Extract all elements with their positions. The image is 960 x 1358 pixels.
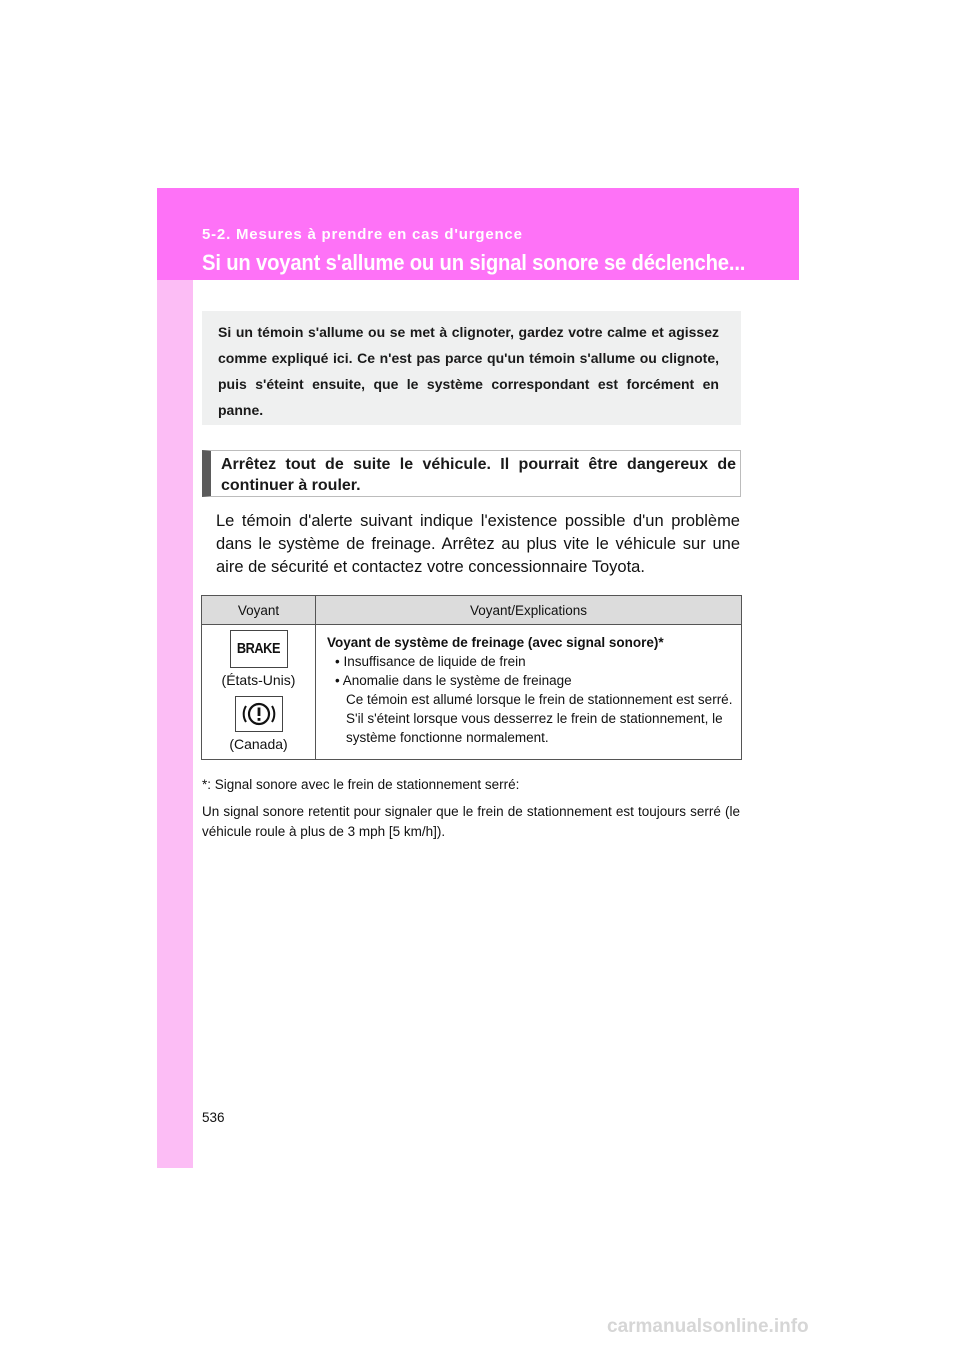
bullet-anomaly: • Anomalie dans le système de freinage xyxy=(335,673,572,688)
watermark: carmanualsonline.info xyxy=(607,1316,809,1337)
indicator-title: Voyant de système de freinage (avec signal sonore)* xyxy=(327,635,664,650)
table-header-voyant: Voyant xyxy=(202,596,316,625)
brake-text-icon xyxy=(230,630,288,668)
body-paragraph: Le témoin d'alerte suivant indique l'existence possible d'un problème dans le système de freinage. Arrêtez au plus vite le véhicule sur une aire de sécurité et contactez votre concessionnaire Toyota. xyxy=(216,512,740,576)
table-header-row xyxy=(202,596,742,625)
region-label-us: (États-Unis) xyxy=(221,672,296,688)
bullet-fluid: • Insuffisance de liquide de frein xyxy=(335,654,526,669)
warning-text: Arrêtez tout de suite le véhicule. Il pourrait être dangereux de continuer à rouler. xyxy=(221,456,736,494)
brake-icon-text: BRAKE xyxy=(236,640,281,657)
table-row xyxy=(202,625,742,760)
intro-box xyxy=(202,311,741,425)
indicator-table xyxy=(201,595,742,760)
page-number: 536 xyxy=(202,1110,225,1125)
indicator-icons-cell xyxy=(202,625,316,760)
footnote-paragraph: Un signal sonore retentit pour signaler que le frein de stationnement est toujours serré (le véhicule roule à plus de 3 mph [5 km/h]). xyxy=(202,804,740,839)
indicator-detail: Ce témoin est allumé lorsque le frein de stationnement est serré. S'il s'éteint lorsque vous desserrez le frein de stationnement, le système fonctionne normalement. xyxy=(346,692,733,745)
page-title: Si un voyant s'allume ou un signal sonore se déclenche... xyxy=(202,250,746,275)
indicator-description-cell xyxy=(316,625,742,760)
side-tab-strip xyxy=(157,188,193,1168)
table-header-explications: Voyant/Explications xyxy=(316,596,742,625)
intro-text: Si un témoin s'allume ou se met à clignoter, gardez votre calme et agissez comme expliqué ici. Ce n'est pas parce qu'un témoin s'allume ou clignote, puis s'éteint ensuite, que le système correspondant est forcément en panne. xyxy=(218,324,719,418)
region-label-canada: (Canada) xyxy=(229,736,288,752)
circle-exclamation-icon xyxy=(235,696,283,732)
warning-box xyxy=(202,450,741,497)
footnote-line: *: Signal sonore avec le frein de stationnement serré: xyxy=(202,777,520,792)
section-label: 5-2. Mesures à prendre en cas d'urgence xyxy=(202,226,523,243)
